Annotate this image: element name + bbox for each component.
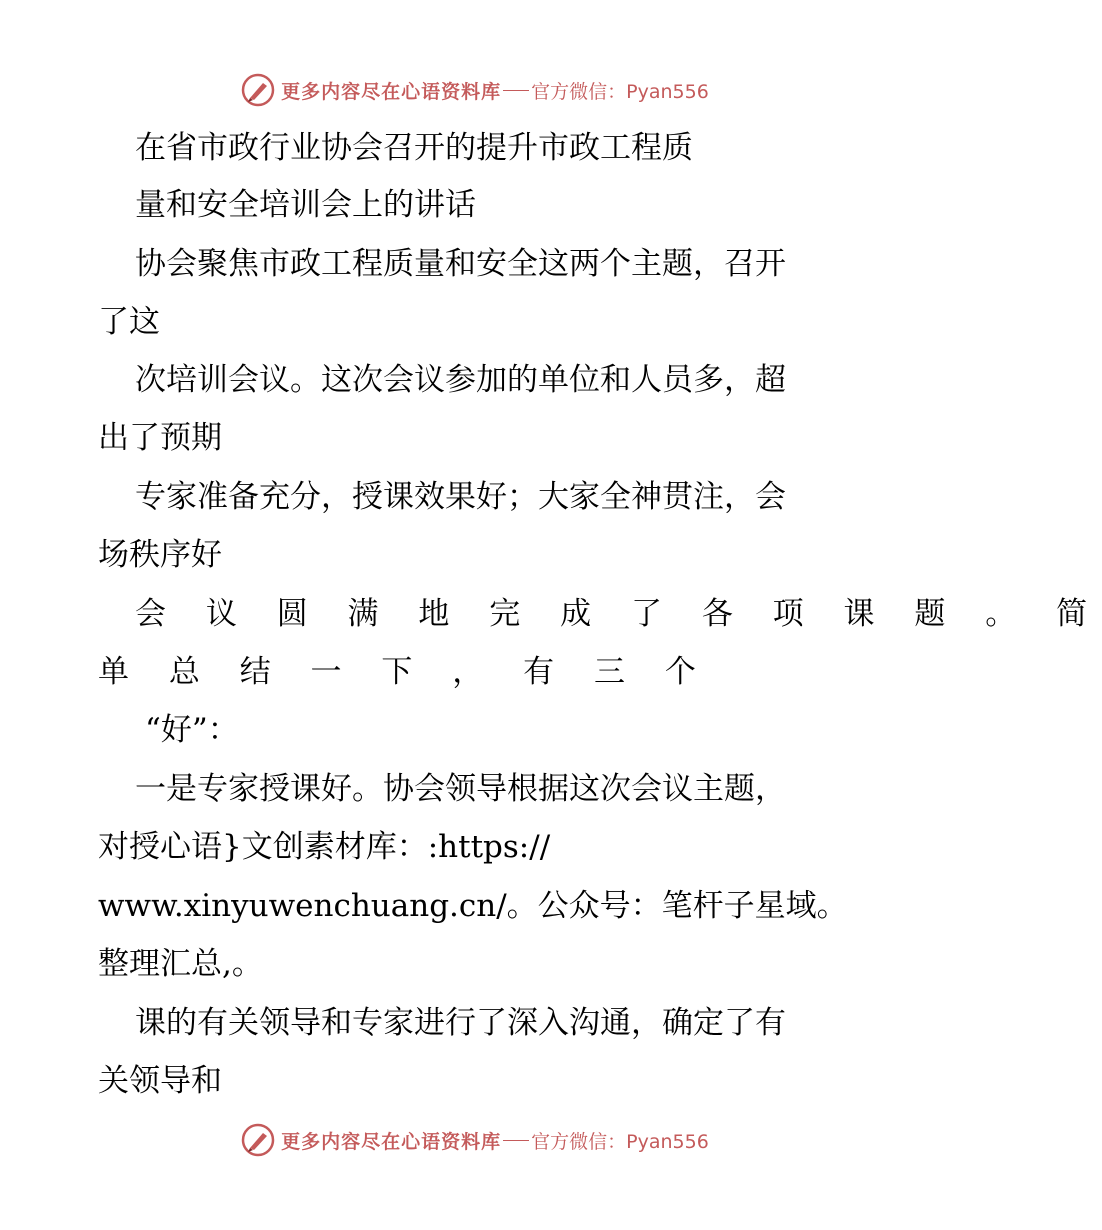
text-line: 次培训会议。这次会议参加的单位和人员多，超	[135, 362, 786, 398]
text-line: 关领导和	[98, 1063, 222, 1099]
text-line: 了这	[98, 304, 160, 340]
text-line: 单 总 结 一 下 ， 有 三 个	[98, 654, 711, 690]
banner-dash	[503, 1140, 529, 1141]
banner-contact: 官方微信：Pyan556	[531, 80, 709, 103]
header-banner	[0, 70, 950, 110]
pen-logo-icon	[241, 73, 275, 107]
text-line: www.xinyuwenchuang.cn/。公众号：笔杆子星域。	[98, 888, 848, 924]
text-line: 出了预期	[98, 420, 222, 456]
banner-dash	[503, 90, 529, 91]
banner-text: 更多内容尽在心语资料库	[281, 1130, 502, 1153]
footer-banner	[0, 1120, 950, 1160]
text-line: 会 议 圆 满 地 完 成 了 各 项 课 题 。 简	[135, 596, 1102, 632]
banner-contact: 官方微信：Pyan556	[531, 1130, 709, 1153]
text-line: 对授心语}文创素材库：:https://	[98, 829, 551, 865]
text-line: 一是专家授课好。协会领导根据这次会议主题，	[135, 771, 786, 807]
text-line: 协会聚焦市政工程质量和安全这两个主题，召开	[135, 246, 786, 282]
text-line: “好”：	[145, 712, 239, 748]
title-line-1: 在省市政行业协会召开的提升市政工程质	[135, 130, 693, 166]
pen-logo-icon	[241, 1123, 275, 1157]
title-line-2: 量和安全培训会上的讲话	[135, 187, 476, 223]
text-line: 整理汇总,。	[98, 946, 263, 982]
text-line: 课的有关领导和专家进行了深入沟通，确定了有	[135, 1005, 786, 1041]
text-line: 专家准备充分，授课效果好；大家全神贯注，会	[135, 479, 786, 515]
banner-text: 更多内容尽在心语资料库	[281, 80, 502, 103]
text-line: 场秩序好	[98, 537, 222, 573]
